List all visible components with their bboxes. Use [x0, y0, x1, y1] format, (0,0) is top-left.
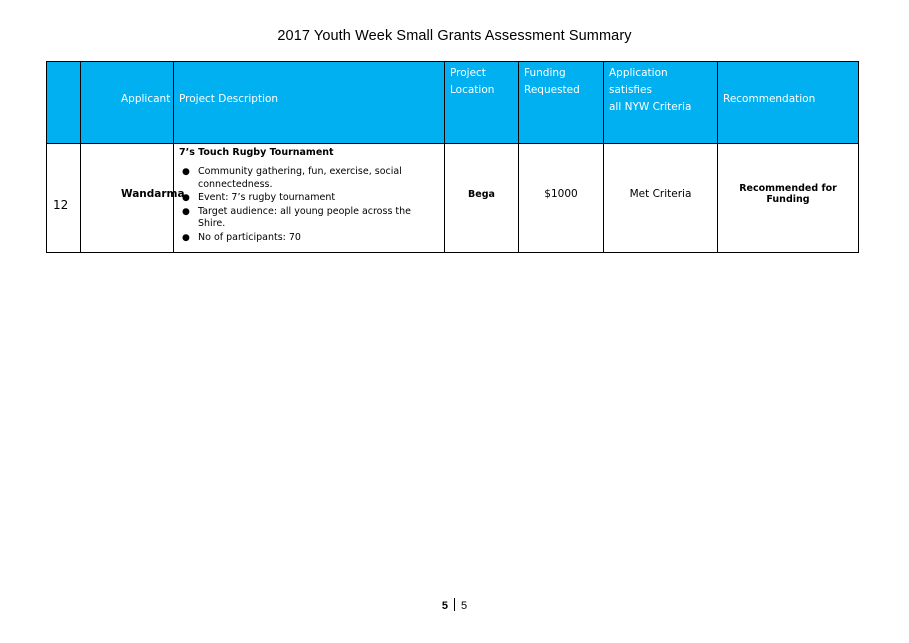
page-number-current: 5 [441, 600, 448, 612]
description-title: 7’s Touch Rugby Tournament [179, 147, 334, 158]
header-criteria-line1: Application satisfies [609, 67, 668, 96]
page-number-separator [454, 598, 455, 611]
header-description: Project Description [174, 62, 445, 144]
row-criteria: Met Criteria [604, 144, 718, 253]
page-title: 2017 Youth Week Small Grants Assessment Summary [277, 28, 632, 44]
row-recommendation: Recommended for Funding [718, 144, 859, 253]
page-footer [0, 598, 909, 612]
row-number: 12 [47, 144, 81, 253]
table-row [47, 144, 859, 253]
header-criteria [604, 62, 718, 144]
header-location-line2: Location [450, 84, 495, 96]
row-applicant: Wandarma [81, 144, 174, 253]
header-location-line1: Project [450, 67, 486, 79]
header-funding [519, 62, 604, 144]
page-number-total: 5 [461, 600, 468, 612]
bullet-icon: ● [182, 206, 190, 217]
header-number [47, 62, 81, 144]
table-header-row [47, 62, 859, 144]
header-location [445, 62, 519, 144]
header-funding-line1: Funding [524, 67, 566, 79]
header-criteria-line2: all NYW Criteria [609, 101, 692, 113]
row-funding: $1000 [519, 144, 604, 253]
description-bullet: ● Community gathering, fun, exercise, social connectedness. [182, 166, 402, 190]
bullet-icon: ● [182, 167, 190, 177]
bullet-icon: ● [182, 193, 190, 203]
header-recommendation: Recommendation [718, 62, 859, 144]
assessment-table [46, 61, 859, 253]
header-funding-line2: Requested [524, 84, 580, 96]
description-list [179, 166, 439, 244]
header-applicant: Applicant [81, 62, 174, 144]
bullet-icon: ● [182, 232, 190, 243]
row-location: Bega [445, 144, 519, 253]
row-description [174, 144, 445, 253]
description-bullet: ● No of participants: 70 [182, 231, 301, 243]
description-bullet: ● Event: 7’s rugby tournament [182, 192, 336, 203]
description-bullet: ● Target audience: all young people across the Shire. [182, 205, 412, 229]
